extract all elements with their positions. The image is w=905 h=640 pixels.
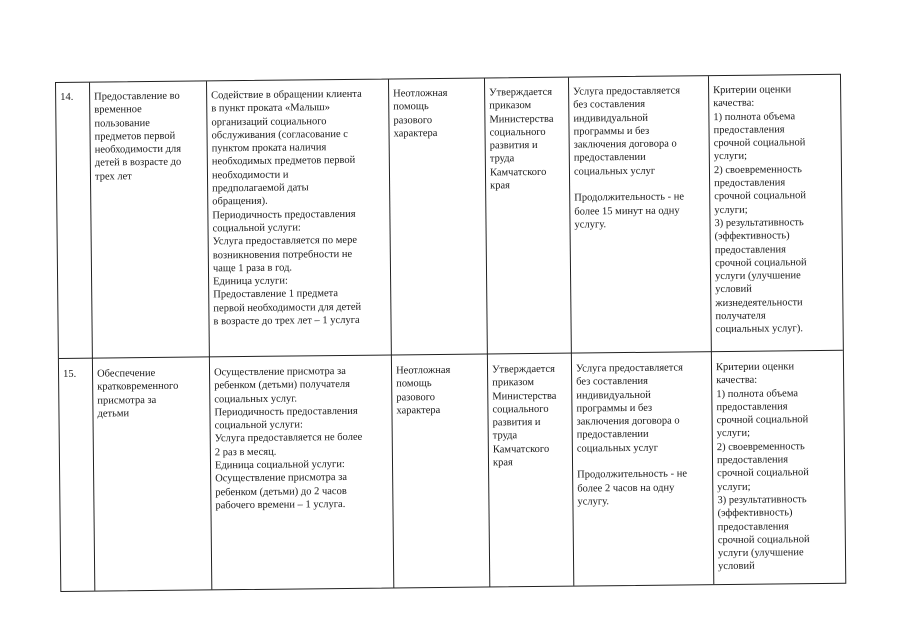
services-table xyxy=(55,74,846,592)
service-description: Содействие в обращении клиента в пункт проката «Малыш» организаций социального обслуживания (согласование с пунктом проката наличия необходимых предметов первой необходимости и предполагаемой даты обращения). Периодичность предоставления социальной услуги: Услуга предоставляется по мере возникновения потребности не чаще 1 раза в год. Единица услуги: Предоставление 1 предмета первой необходимости для детей в возрасте до трех лет – 1 услуга xyxy=(211,88,362,328)
provision-conditions: Услуга предоставляется без составления индивидуальной программы и без заключения договора о предоставлении социальных услуг Продолжительность - не более 15 минут на одну услугу. xyxy=(573,85,685,231)
service-description: Осуществление присмотра за ребенком (детьми) получателя социальных услуг. Периодичность предоставления социальной услуги: Услуга предоставляется не более 2 раз в месяц. Единица социальной услуги: Осуществление присмотра за ребенком (детьми) до 2 часов рабочего времени – 1 услуга. xyxy=(213,365,363,512)
quality-criteria: Критерии оценки качества: 1) полнота объема предоставления срочной социальной услуги; 2) своевременность предоставления срочной социальной услуги; 3) результативность (эффективность) предоставления срочной социальной услуги (улучшение условий xyxy=(715,361,810,573)
service-type: Неотложная помощь разового характера xyxy=(395,364,451,417)
row-divider xyxy=(59,350,843,359)
service-name: Предоставление во временное пользование предметов первой необходимости для детей в возрасте до трех лет xyxy=(94,90,182,183)
quality-criteria: Критерии оценки качества: 1) полнота объема предоставления срочной социальной услуги; 2) своевременность предоставления срочной социальной услуги; 3) результативность (эффективность) предоставления срочной социальной услуги (улучшение условий жизнедеятельности получателя социальных услуг). xyxy=(713,84,807,336)
table-row xyxy=(56,75,840,336)
service-name: Обеспечение кратковременного присмотра за детьми xyxy=(97,367,179,420)
service-type: Неотложная помощь разового характера xyxy=(393,87,448,140)
row-number: 14. xyxy=(60,91,74,103)
provision-conditions: Услуга предоставляется без составления индивидуальной программы и без заключения договора о предоставлении социальных услуг Продолжительность - не более 2 часов на одну услугу. xyxy=(575,362,688,508)
approval-text: Утверждается приказом Министерства социального развития и труда Камчатского края xyxy=(491,363,557,469)
column-divider xyxy=(388,80,394,588)
approval-text: Утверждается приказом Министерства социального развития и труда Камчатского края xyxy=(489,86,554,192)
row-number: 15. xyxy=(63,368,77,380)
